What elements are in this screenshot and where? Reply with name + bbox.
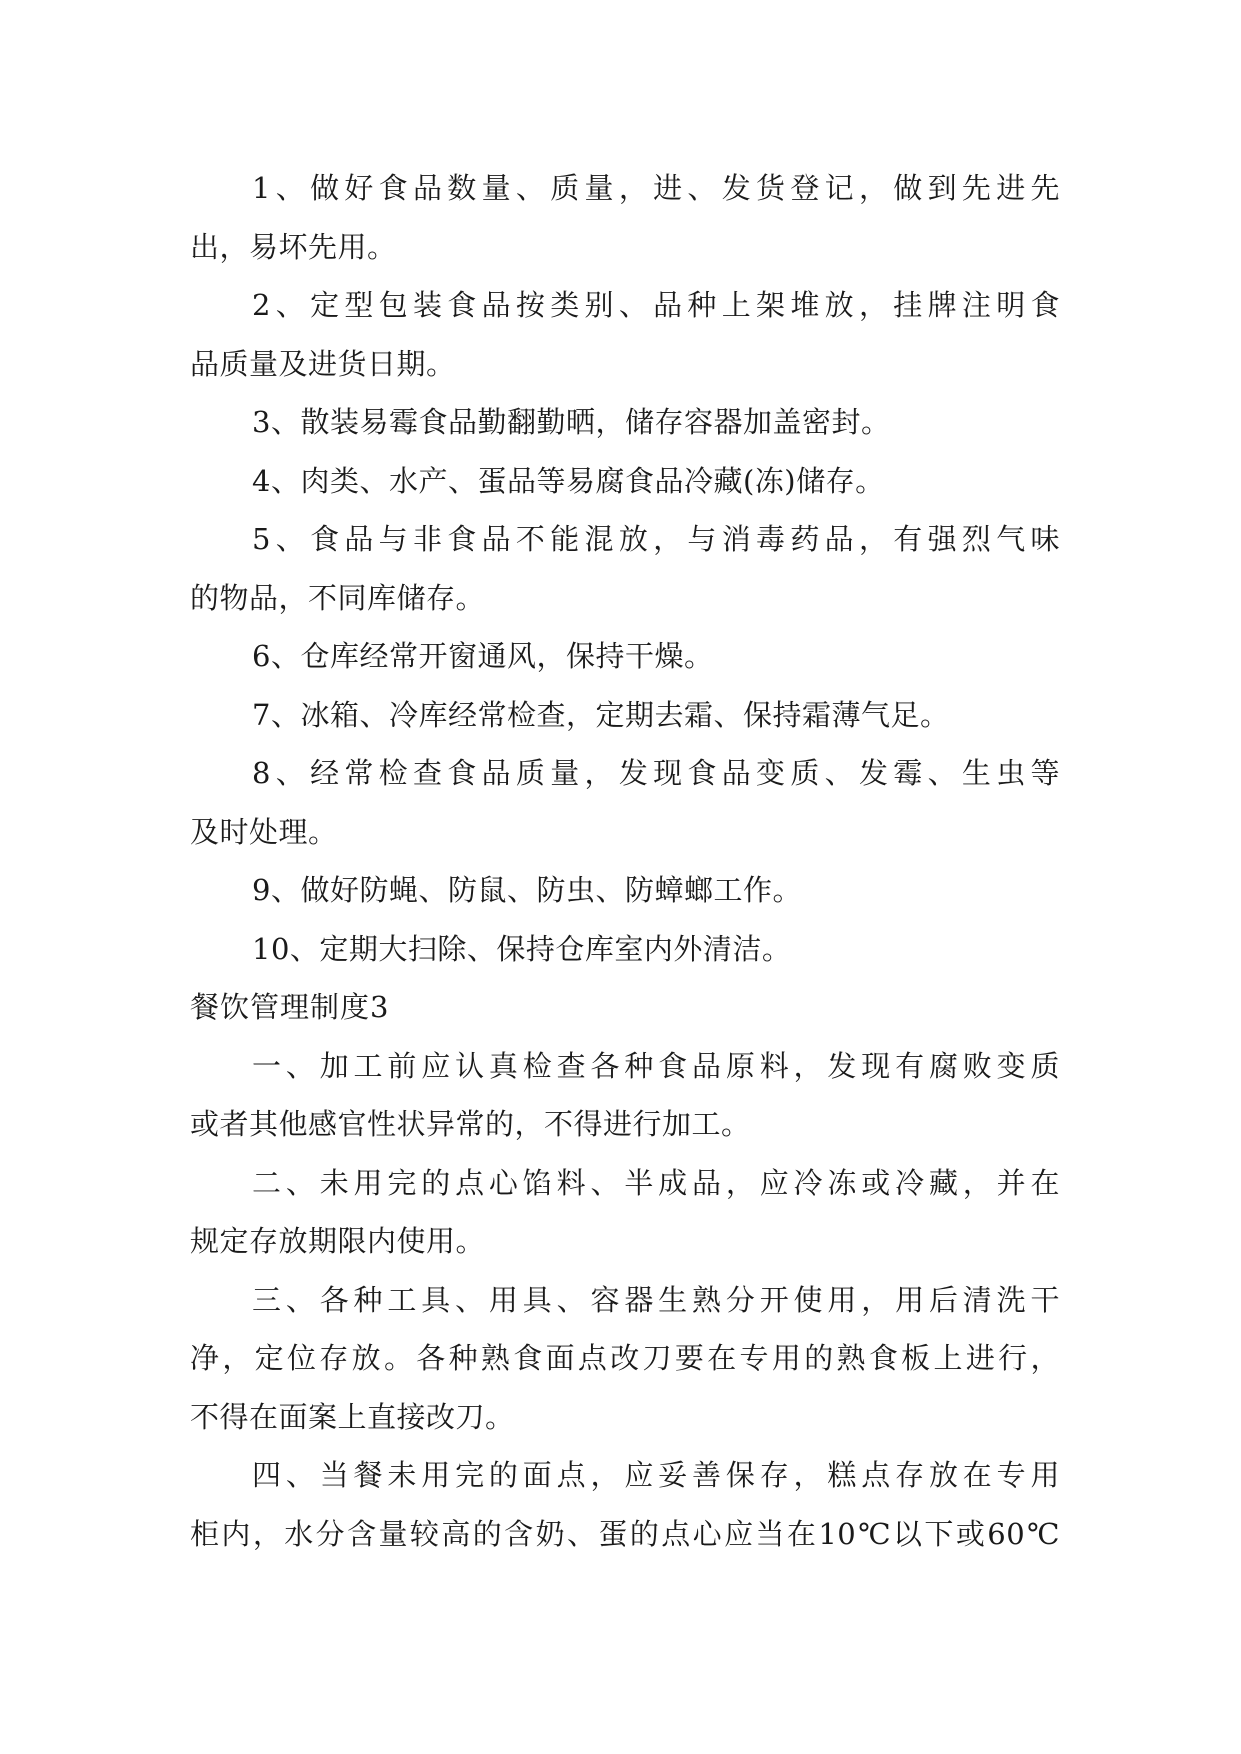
paragraph-line: 品质量及进货日期。 [190, 346, 456, 381]
section-paragraph-4 [190, 1446, 1060, 1563]
paragraph-line: 7、冰箱、冷库经常检查，定期去霜、保持霜薄气足。 [252, 697, 950, 732]
section-title: 餐饮管理制度3 [190, 990, 390, 1024]
paragraph-line: 6、仓库经常开窗通风，保持干燥。 [252, 639, 714, 673]
paragraph-6 [190, 627, 1060, 686]
paragraph-8 [190, 744, 1060, 861]
paragraph-3 [190, 393, 1060, 452]
paragraph-line: 不得在面案上直接改刀。 [190, 1399, 515, 1434]
section-paragraph-3 [190, 1271, 1060, 1447]
paragraph-line: 出，易坏先用。 [190, 229, 397, 264]
paragraph-7 [190, 686, 1060, 745]
paragraph-9 [190, 861, 1060, 920]
paragraph-5 [190, 510, 1060, 627]
paragraph-line: 10、定期大扫除、保持仓库室内外清洁。 [252, 931, 792, 966]
paragraph-line: 四、当餐未用完的面点，应妥善保存，糕点存放在专用 [252, 1458, 1060, 1492]
paragraph-10 [190, 920, 1060, 979]
paragraph-line: 9、做好防蝇、防鼠、防虫、防蟑螂工作。 [252, 873, 802, 907]
paragraph-line: 一、加工前应认真检查各种食品原料，发现有腐败变质 [252, 1048, 1060, 1083]
paragraph-line: 二、未用完的点心馅料、半成品，应冷冻或冷藏，并在 [252, 1165, 1060, 1200]
paragraph-line: 净，定位存放。各种熟食面点改刀要在专用的熟食板上进行， [190, 1341, 1060, 1375]
paragraph-line: 8、经常检查食品质量，发现食品变质、发霉、生虫等 [252, 756, 1060, 790]
paragraph-line: 规定存放期限内使用。 [190, 1224, 486, 1258]
paragraph-line: 柜内，水分含量较高的含奶、蛋的点心应当在10℃以下或60℃ [190, 1516, 1060, 1551]
paragraph-line: 三、各种工具、用具、容器生熟分开使用，用后清洗干 [252, 1282, 1060, 1317]
paragraph-line: 5、食品与非食品不能混放，与消毒药品，有强烈气味 [252, 522, 1060, 556]
paragraph-line: 4、肉类、水产、蛋品等易腐食品冷藏(冻)储存。 [252, 463, 885, 498]
paragraph-line: 3、散装易霉食品勤翻勤晒，储存容器加盖密封。 [252, 405, 891, 439]
paragraph-line: 及时处理。 [190, 814, 338, 849]
paragraph-1 [190, 159, 1060, 276]
section-paragraph-1 [190, 1037, 1060, 1154]
paragraph-2 [190, 276, 1060, 393]
paragraph-line: 或者其他感官性状异常的，不得进行加工。 [190, 1107, 751, 1141]
section-paragraph-2 [190, 1154, 1060, 1271]
paragraph-line: 1、做好食品数量、质量，进、发货登记，做到先进先 [252, 171, 1060, 205]
document-body [190, 159, 1060, 1563]
paragraph-line: 的物品，不同库储存。 [190, 580, 486, 615]
paragraph-line: 2、定型包装食品按类别、品种上架堆放，挂牌注明食 [252, 288, 1060, 322]
paragraph-4 [190, 452, 1060, 511]
